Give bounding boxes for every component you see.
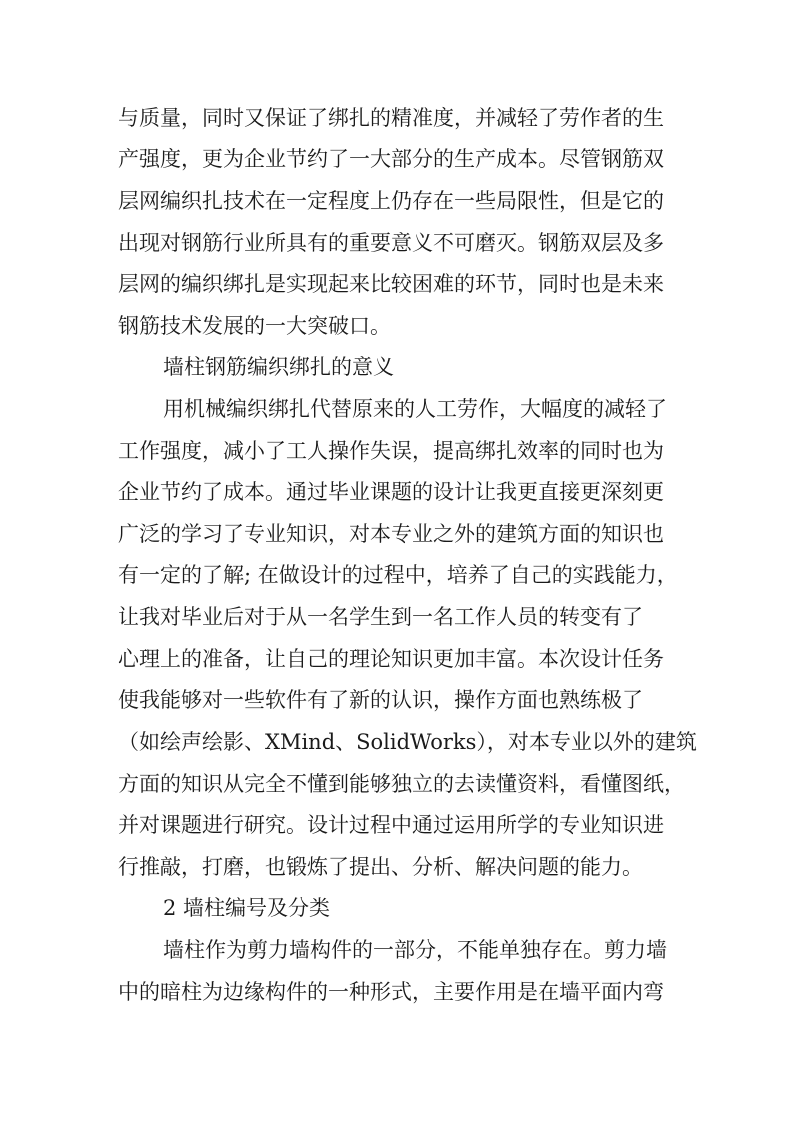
paragraph-line: 心理上的准备，让自己的理论知识更加丰富。本次设计任务 bbox=[118, 647, 664, 671]
paragraph-line: 并对课题进行研究。设计过程中通过运用所学的专业知识进 bbox=[118, 813, 664, 837]
paragraph-line: 中的暗柱为边缘构件的一种形式，主要作用是在墙平面内弯 bbox=[118, 980, 664, 1004]
paragraph-line: 出现对钢筋行业所具有的重要意义不可磨灭。钢筋双层及多 bbox=[118, 231, 664, 255]
section-heading: 墙柱钢筋编织绑扎的意义 bbox=[163, 355, 394, 379]
paragraph-line: 有一定的了解; 在做设计的过程中，培养了自己的实践能力， bbox=[118, 563, 678, 587]
paragraph-line: 工作强度，减小了工人操作失误，提高绑扎效率的同时也为 bbox=[118, 439, 664, 463]
paragraph-line: 产强度，更为企业节约了一大部分的生产成本。尽管钢筋双 bbox=[118, 147, 664, 171]
paragraph-line: 让我对毕业后对于从一名学生到一名工作人员的转变有了 bbox=[118, 605, 643, 629]
paragraph-line: 方面的知识从完全不懂到能够独立的去读懂资料，看懂图纸， bbox=[118, 772, 685, 796]
paragraph-line: 层网编织扎技术在一定程度上仍存在一些局限性，但是它的 bbox=[118, 189, 664, 213]
paragraph-line: 用机械编织绑扎代替原来的人工劳作，大幅度的减轻了 bbox=[163, 397, 667, 421]
paragraph-line: 行推敲，打磨，也锻炼了提出、分析、解决问题的能力。 bbox=[118, 855, 643, 879]
paragraph-line: 广泛的学习了专业知识，对本专业之外的建筑方面的知识也 bbox=[118, 522, 664, 546]
paragraph-line: 与质量，同时又保证了绑扎的精准度，并减轻了劳作者的生 bbox=[118, 106, 664, 130]
paragraph-line: 层网的编织绑扎是实现起来比较困难的环节，同时也是未来 bbox=[118, 272, 664, 296]
paragraph-line: 企业节约了成本。通过毕业课题的设计让我更直接更深刻更 bbox=[118, 480, 664, 504]
paragraph-line: （如绘声绘影、XMind、SolidWorks），对本专业以外的建筑 bbox=[118, 730, 697, 754]
paragraph-line: 墙柱作为剪力墙构件的一部分，不能单独存在。剪力墙 bbox=[163, 938, 667, 962]
paragraph-line: 钢筋技术发展的一大突破口。 bbox=[118, 314, 391, 338]
paragraph-line: 使我能够对一些软件有了新的认识，操作方面也熟练极了 bbox=[118, 688, 643, 712]
section-heading: 2 墙柱编号及分类 bbox=[163, 896, 331, 920]
